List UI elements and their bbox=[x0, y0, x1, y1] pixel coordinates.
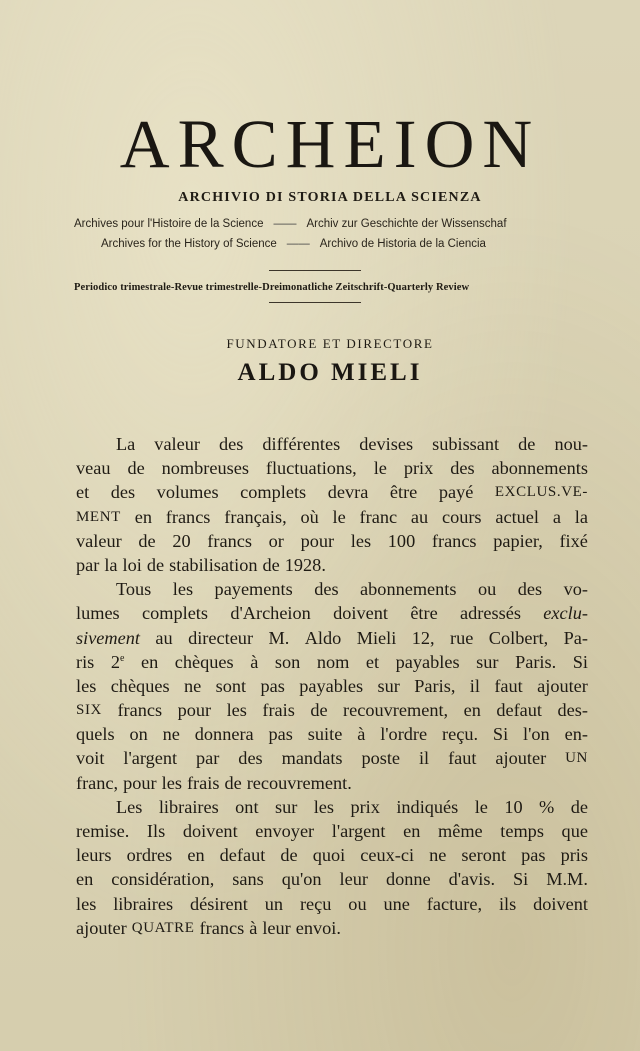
notice-word: de bbox=[518, 434, 536, 454]
notice-word: M.M. bbox=[546, 869, 588, 890]
notice-word: nou- bbox=[554, 434, 588, 454]
periodical-line: Periodico trimestrale-Revue trimestrelle-Dreimonatliche Zeitschrift-Quarterly Review bbox=[74, 282, 470, 293]
notice-line bbox=[76, 505, 588, 529]
notice-word: en bbox=[76, 869, 94, 890]
notice-word: ne bbox=[429, 845, 447, 866]
notice-word: de bbox=[280, 845, 298, 866]
notice-word: sont bbox=[215, 675, 247, 696]
notice-word: fixé bbox=[559, 530, 588, 551]
notice-word: Mieli bbox=[356, 627, 397, 648]
notice-word: temps bbox=[500, 821, 544, 841]
notice-word: ils bbox=[498, 893, 517, 914]
notice-word: un bbox=[264, 893, 284, 914]
notice-line bbox=[76, 529, 588, 553]
notice-line bbox=[76, 867, 588, 891]
notice-word: exclu- bbox=[543, 603, 588, 624]
notice-word: 2e bbox=[110, 651, 125, 672]
notice-word: envoyer bbox=[255, 821, 315, 841]
notice-word: des- bbox=[557, 700, 588, 721]
alt-title-dash: —— bbox=[286, 238, 310, 250]
notice-word: mandats bbox=[281, 748, 343, 769]
notice-word: on bbox=[129, 724, 148, 745]
notice-word: les bbox=[76, 893, 97, 914]
notice-word: l'ordre bbox=[380, 724, 428, 745]
notice-word: être bbox=[389, 482, 418, 503]
notice-word: 10 bbox=[504, 796, 523, 817]
notice-word: pour bbox=[177, 700, 212, 721]
notice-line bbox=[76, 771, 588, 795]
notice-word: ordres bbox=[126, 845, 173, 866]
notice-word: devra bbox=[327, 482, 369, 503]
subscription-notice bbox=[76, 432, 588, 940]
notice-word: francs bbox=[431, 530, 477, 551]
notice-word: 20 bbox=[172, 530, 191, 551]
notice-word: pas bbox=[260, 675, 285, 696]
notice-word: nom bbox=[316, 651, 350, 672]
notice-word: ou bbox=[348, 893, 367, 914]
founder-label: FUNDATORE ET DIRECTORE bbox=[226, 336, 434, 351]
notice-word: Colbert, bbox=[488, 627, 549, 648]
alt-title-fr: Archives pour l'Histoire de la Science bbox=[74, 218, 264, 230]
notice-word: de bbox=[127, 458, 145, 479]
notice-word: sivement bbox=[76, 627, 140, 648]
notice-word: prix bbox=[403, 458, 434, 479]
notice-word: la bbox=[574, 506, 588, 527]
notice-word: prix bbox=[350, 796, 380, 817]
notice-word: 100 bbox=[387, 530, 416, 551]
notice-word: 1928. bbox=[284, 554, 326, 575]
notice-word: où bbox=[300, 506, 319, 527]
notice-line bbox=[76, 722, 588, 746]
notice-word: envoi. bbox=[295, 917, 341, 938]
notice-word: en bbox=[463, 700, 481, 721]
notice-word: en- bbox=[564, 724, 588, 745]
alt-title-line-2 bbox=[101, 238, 621, 250]
notice-word: abonnements bbox=[360, 579, 457, 600]
notice-word: des bbox=[110, 482, 136, 503]
alt-title-line-1 bbox=[74, 218, 594, 230]
notice-line bbox=[76, 843, 588, 867]
notice-word: Les bbox=[116, 796, 143, 817]
notice-word: UN bbox=[565, 750, 588, 767]
notice-word: ris bbox=[76, 651, 95, 672]
notice-word: Ils bbox=[146, 821, 166, 841]
notice-word: Paris, bbox=[414, 675, 456, 696]
notice-word: lumes bbox=[76, 603, 120, 624]
notice-word: pas bbox=[521, 845, 546, 866]
notice-word: recouvrement. bbox=[246, 772, 352, 793]
notice-word: frais bbox=[262, 700, 295, 721]
notice-word: libraires bbox=[158, 796, 219, 817]
notice-word: l'on bbox=[523, 724, 550, 745]
notice-word: des bbox=[238, 748, 263, 769]
notice-word: faut bbox=[448, 748, 477, 769]
alt-title-dash: —— bbox=[273, 218, 297, 230]
notice-word: poste bbox=[361, 748, 401, 769]
notice-word: sur bbox=[476, 651, 499, 672]
notice-word: ajouter bbox=[76, 917, 127, 938]
notice-word: francs bbox=[199, 917, 245, 938]
notice-word: volumes bbox=[156, 482, 219, 503]
notice-word: donne bbox=[385, 869, 431, 890]
notice-word: payables bbox=[395, 651, 460, 672]
notice-word: en bbox=[187, 845, 205, 866]
notice-word: voit bbox=[76, 748, 105, 769]
notice-word: la bbox=[104, 554, 118, 575]
founder-name: ALDO MIELI bbox=[237, 359, 423, 386]
notice-word: devises bbox=[359, 434, 414, 454]
notice-line bbox=[76, 577, 588, 601]
notice-word: les bbox=[226, 700, 247, 721]
notice-word: franc, bbox=[76, 772, 119, 793]
notice-word: qu'on bbox=[281, 869, 322, 890]
notice-word: ont bbox=[235, 796, 259, 817]
notice-word: de bbox=[146, 554, 165, 575]
notice-word: abonnements bbox=[491, 458, 588, 479]
notice-word: en bbox=[403, 821, 421, 841]
notice-word: rue bbox=[450, 627, 474, 648]
notice-word: de bbox=[224, 772, 242, 793]
notice-word: SIX bbox=[76, 702, 102, 719]
notice-line bbox=[76, 456, 588, 480]
notice-word: cours bbox=[441, 506, 482, 527]
notice-word: actuel bbox=[495, 506, 540, 527]
notice-word: nombreuses bbox=[161, 458, 249, 479]
notice-word: que bbox=[561, 821, 588, 841]
notice-word: des bbox=[450, 458, 475, 479]
notice-word: les bbox=[313, 796, 335, 817]
notice-word: son bbox=[274, 651, 301, 672]
notice-word: papier, bbox=[493, 530, 543, 551]
notice-word: libraires bbox=[113, 893, 174, 914]
notice-word: a bbox=[552, 506, 561, 527]
notice-word: payables bbox=[299, 675, 364, 696]
journal-title: ARCHEION bbox=[119, 106, 541, 182]
notice-word: complets bbox=[142, 603, 209, 624]
notice-word: reçu bbox=[299, 893, 332, 914]
notice-word: M. bbox=[268, 627, 290, 648]
notice-word: à bbox=[249, 917, 258, 938]
notice-word: en bbox=[140, 651, 159, 672]
notice-word: pris bbox=[560, 845, 588, 866]
notice-word: l'argent bbox=[331, 821, 386, 841]
notice-paragraph-3 bbox=[76, 795, 588, 940]
notice-word: par bbox=[196, 748, 220, 769]
notice-word: directeur bbox=[188, 627, 254, 648]
notice-word: quels bbox=[76, 724, 115, 745]
notice-word: reçu. bbox=[442, 724, 479, 745]
notice-word: chèques bbox=[174, 651, 234, 672]
notice-word: or bbox=[268, 530, 284, 551]
notice-word: à bbox=[357, 724, 366, 745]
notice-word: français, bbox=[224, 506, 287, 527]
notice-word: doivent bbox=[533, 893, 588, 914]
notice-word: ajouter bbox=[495, 748, 547, 769]
notice-word: Si bbox=[572, 651, 588, 672]
notice-word: à bbox=[250, 651, 259, 672]
notice-word: de bbox=[570, 796, 588, 817]
notice-word: 12, bbox=[411, 627, 435, 648]
notice-word: l'argent bbox=[123, 748, 178, 769]
notice-word: le bbox=[474, 796, 488, 817]
notice-word: donnera bbox=[194, 724, 254, 745]
divider-rule bbox=[269, 270, 361, 271]
notice-word: francs bbox=[207, 530, 252, 551]
notice-word: pour bbox=[123, 772, 157, 793]
notice-word: Pa- bbox=[563, 627, 588, 648]
notice-word: le bbox=[373, 458, 387, 479]
notice-word: le bbox=[332, 506, 346, 527]
notice-word: indiqués bbox=[396, 796, 459, 817]
notice-word: adressés bbox=[460, 603, 521, 624]
notice-word: ou bbox=[477, 579, 497, 600]
notice-line bbox=[76, 626, 588, 650]
notice-word: il bbox=[469, 675, 480, 696]
notice-word: il bbox=[418, 748, 430, 769]
notice-word: remise. bbox=[76, 821, 130, 841]
notice-word: les bbox=[172, 579, 194, 600]
notice-word: une bbox=[383, 893, 410, 914]
notice-word: considération, bbox=[111, 869, 215, 890]
notice-word: valeur bbox=[76, 530, 122, 551]
notice-word: leurs bbox=[76, 845, 112, 866]
notice-word: de bbox=[310, 700, 328, 721]
notice-word: defaut bbox=[219, 845, 266, 866]
journal-subtitle: ARCHIVIO DI STORIA DELLA SCIENZA bbox=[178, 190, 482, 205]
notice-word: MENT bbox=[76, 508, 121, 525]
notice-word: vo- bbox=[563, 579, 588, 600]
notice-word: Si bbox=[492, 724, 509, 745]
notice-word: les bbox=[161, 772, 182, 793]
notice-word: fluctuations, bbox=[265, 458, 357, 479]
notice-word: doivent bbox=[182, 821, 238, 841]
notice-word: veau bbox=[76, 458, 111, 479]
notice-word: désirent bbox=[190, 893, 248, 914]
notice-word: valeur bbox=[154, 434, 200, 454]
notice-line bbox=[76, 819, 588, 843]
divider-rule bbox=[269, 302, 361, 303]
notice-word: de bbox=[262, 554, 280, 575]
notice-word: leur bbox=[262, 917, 291, 938]
notice-line bbox=[76, 892, 588, 916]
notice-word: loi bbox=[122, 554, 142, 575]
notice-word: seront bbox=[461, 845, 507, 866]
notice-word: doivent bbox=[333, 603, 388, 624]
notice-line bbox=[76, 432, 588, 456]
notice-word: La bbox=[116, 434, 136, 454]
notice-line bbox=[76, 650, 588, 674]
notice-word: des bbox=[314, 579, 339, 600]
notice-line bbox=[76, 674, 588, 698]
notice-word: recouvrement, bbox=[343, 700, 449, 721]
notice-word: ceux-ci bbox=[360, 845, 415, 866]
notice-word: stabilisation bbox=[169, 554, 258, 575]
notice-word: et bbox=[76, 482, 90, 503]
notice-paragraph-2 bbox=[76, 577, 588, 795]
notice-word: Si bbox=[513, 869, 529, 890]
notice-word: sans bbox=[232, 869, 264, 890]
notice-word: pour bbox=[300, 530, 335, 551]
alt-title-es: Archivo de Historia de la Ciencia bbox=[319, 238, 486, 250]
notice-line bbox=[76, 553, 588, 577]
notice-word: ne bbox=[183, 675, 202, 696]
notice-word: suite bbox=[307, 724, 343, 745]
notice-word: defaut bbox=[496, 700, 543, 721]
notice-word: les bbox=[76, 675, 97, 696]
notice-word: payé bbox=[438, 482, 474, 503]
notice-word: francs bbox=[117, 700, 163, 721]
notice-word: d'Archeion bbox=[230, 603, 311, 624]
notice-word: facture, bbox=[426, 893, 483, 914]
notice-word: QUATRE bbox=[131, 919, 195, 936]
notice-word: faut bbox=[494, 675, 523, 696]
notice-line bbox=[76, 480, 588, 504]
notice-word: au bbox=[410, 506, 429, 527]
notice-line bbox=[76, 746, 588, 770]
notice-word: EXCLUS.VE- bbox=[494, 484, 588, 501]
notice-line bbox=[76, 795, 588, 819]
notice-paragraph-1 bbox=[76, 432, 588, 577]
notice-word: Tous bbox=[116, 579, 152, 600]
notice-word: même bbox=[437, 821, 483, 841]
notice-word: quoi bbox=[312, 845, 346, 866]
notice-word: en bbox=[134, 506, 152, 527]
notice-word: des bbox=[517, 579, 543, 600]
notice-word: par bbox=[76, 554, 100, 575]
notice-word: chèques bbox=[110, 675, 170, 696]
notice-word: leur bbox=[339, 869, 368, 890]
notice-word: franc bbox=[359, 506, 398, 527]
notice-word: d'avis. bbox=[448, 869, 496, 890]
notice-word: Aldo bbox=[304, 627, 342, 648]
alt-title-en: Archives for the History of Science bbox=[101, 238, 277, 250]
notice-word: payements bbox=[214, 579, 293, 600]
notice-word: complets bbox=[240, 482, 307, 503]
notice-word: Paris. bbox=[515, 651, 557, 672]
notice-word: ajouter bbox=[537, 675, 588, 696]
notice-line bbox=[76, 698, 588, 722]
notice-word: différentes bbox=[262, 434, 341, 454]
notice-word: les bbox=[350, 530, 372, 551]
notice-word: et bbox=[365, 651, 380, 672]
notice-word: ne bbox=[162, 724, 180, 745]
notice-word: au bbox=[155, 627, 173, 648]
notice-line bbox=[76, 601, 588, 625]
notice-word: francs bbox=[165, 506, 211, 527]
notice-word: sur bbox=[377, 675, 400, 696]
notice-word: subissant bbox=[432, 434, 500, 454]
notice-word: frais bbox=[186, 772, 220, 793]
notice-word: être bbox=[410, 603, 438, 624]
notice-word: pas bbox=[268, 724, 293, 745]
notice-word: sur bbox=[274, 796, 298, 817]
alt-title-de: Archiv zur Geschichte der Wissenschaf bbox=[306, 218, 507, 230]
notice-word: % bbox=[539, 796, 555, 817]
notice-word: des bbox=[219, 434, 244, 454]
notice-word: de bbox=[138, 530, 156, 551]
notice-line bbox=[76, 916, 588, 940]
